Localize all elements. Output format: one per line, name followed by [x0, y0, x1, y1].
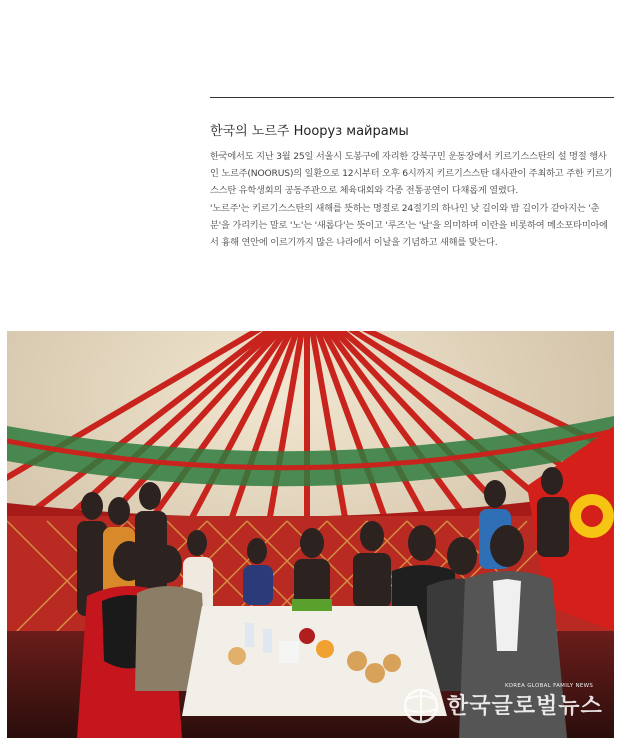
article-paragraph-2: '노르주'는 키르기스스탄의 새해를 뜻하는 명절로 24절기의 하나인 낮 길이와 밤 길이가 같아지는 '춘분'을 가리키는 말로 '노'는 '새롭다'는 뜻이고 '루즈'는 '날'을 의미하며 이란을 비롯하여 메소포타미아에서 흉해 연안에 이르기까지 많은 나라에서 이날을 기념하고 새해를 맞는다.	[210, 202, 608, 249]
header-rule	[210, 97, 614, 98]
article-title: 한국의 노르주 Нооруз майрамы	[210, 124, 409, 139]
article-paragraph-1: 한국에서도 지난 3월 25일 서울시 도봉구에 자리한 강북구민 운동장에서 키르기스스탄의 설 명절 행사인 노르주(NOORUS)의 일환으로 12시부터 오후 6시까지 키르기스스탄 대사관이 주최하고 주한 키르기스스탄 유학생회의 공동주관으로 체육대회와 각종 전통공연이 다채롭게 열렸다.	[210, 151, 613, 197]
watermark-subtitle: KOREA GLOBAL FAMILY NEWS	[505, 683, 594, 689]
yurt-group-photo	[7, 331, 614, 738]
watermark-title: 한국글로벌뉴스	[447, 694, 603, 719]
article-body	[210, 148, 614, 251]
